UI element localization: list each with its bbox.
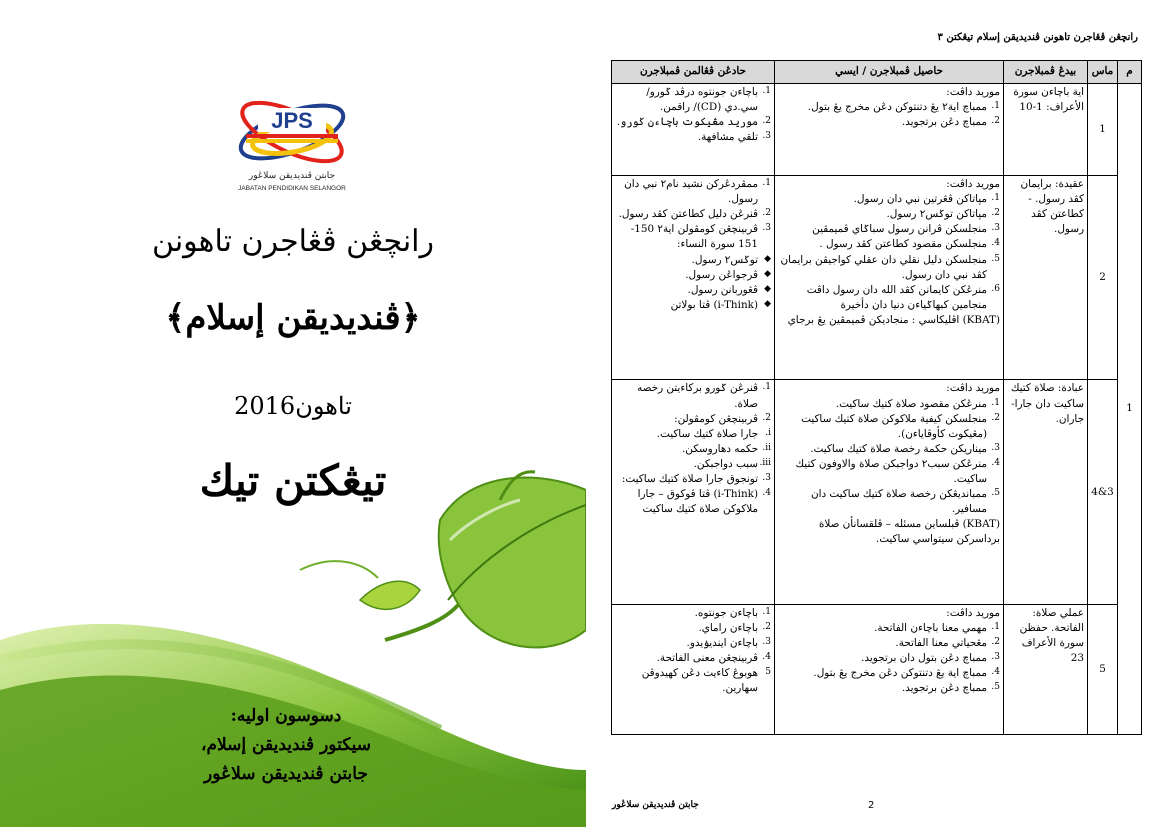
list-item [778,651,1000,666]
list-item-text: ممڤردڠركن نشيد نام٢ نبي دان رسول. [624,178,758,206]
cover-credit-line1: سيكتور ڤنديديقن إسلام، [201,735,371,755]
list-item-text: ممبانديڠكن رخصة صلاة كتيك ساكيت دان مسافير. [810,488,987,516]
logo-arabic: جابتن ڤنديديقن سلاڠور [248,171,336,181]
outcome-lead: موريد داڤت: [946,606,1000,619]
list-item-number: 1. [762,178,771,189]
field-cell: عملي صلاة: الفاتحة. حفظن سورة الأعراف 23 [1004,604,1088,734]
list-item-number: 4. [762,488,771,498]
list-item-number: 3. [991,652,1000,663]
list-item [615,457,771,472]
col-header-m: م [1118,61,1142,84]
list-item-text: منرڠكن سبب٢ دواجبكن صلاة والاوفون كتيك ساكيت. [795,457,987,485]
list-item-text: ڤربينچڠن معنى الفاتحة. [656,652,758,665]
list-item-text: موريد مڠيكوت باچاءن ݢورو. [616,116,758,129]
list-item [778,681,1000,696]
list-item [615,85,771,115]
activity-list [615,85,771,145]
list-item-text: باچاءن جونتوه. [694,606,758,619]
list-item-number: ◆ [764,298,771,309]
list-item-number: 2. [762,621,771,632]
activity-list [615,381,771,517]
list-item [615,130,771,145]
outcome-lead: موريد داڤت: [946,86,1000,98]
outcome-list [778,192,1000,328]
list-item [615,412,771,427]
jps-logo [236,86,348,198]
list-item [615,427,771,442]
list-item [778,237,1000,252]
list-item [778,100,1000,115]
cover-plan-title: رانچڠن ڤڠاجرن تاهونن [152,224,434,259]
list-item [778,457,1000,487]
list-item-text: منجلسكن دليل نقلي دان عقلي كواجيڤن برايمان كڤد نبي دان رسول. [780,253,987,281]
list-item-number: 4. [991,667,1000,678]
table-row [612,176,1142,380]
list-item-number: 1. [991,397,1000,408]
list-item [615,442,771,457]
field-cell: عقيدة: برايمان كڤد رسول. - كطاعتن كڤد رسول. [1004,176,1088,380]
list-item-number: 2. [991,412,1000,423]
list-item-number: 1. [991,621,1000,632]
outcome-cell [775,604,1004,734]
list-item [778,313,1000,328]
lesson-plan-table [611,60,1142,735]
list-item [615,115,771,130]
outcome-list [778,621,1000,696]
outcome-list [778,397,1000,548]
list-item-text: توݢس٢ رسول. [691,253,758,266]
list-item-text: ممباچ اية يڠ دتنتوكن دڠن مخرج يڠ بتول. [813,667,987,680]
list-item [778,222,1000,237]
activity-cell [612,604,775,734]
list-item [615,487,771,517]
table-row [612,84,1142,176]
field-cell: عبادة: صلاة كتيك ساكيت دان جارا- جاران. [1004,380,1088,604]
list-item-text: مهمي معنا باچاءن الفاتحة. [874,621,987,634]
list-item-text: منجلسكن كيفية ملاكوكن صلاة كتيك ساكيت (مڠيكوت كأوڤاياءن). [801,412,987,440]
list-item-text: باچاءن جونتوه درڤد ݢورو/ سي.دي (CD)/ راقمن. [646,86,758,114]
list-item [615,621,771,636]
list-item [778,517,1000,547]
page-number: 2 [868,800,875,811]
col-header-activity: حادڠن ڤڠالمن ڤمبلاجرن [612,61,775,84]
list-item-number: 1. [991,193,1000,204]
list-item-number: 6. [991,283,1000,294]
week-cell: 5 [1088,604,1118,734]
list-item-number: 1. [762,382,771,393]
list-item-text: منرڠكن مقصود صلاة كتيك ساكيت. [835,397,987,410]
outcome-cell [775,176,1004,380]
list-item-text: هوبوڠ كاءيت دڠن كهيدوڤن سهارين. [641,667,758,695]
list-item-number: 5. [991,682,1000,693]
list-item-text: مڽاتاكن ڤڠرتين نبي دان رسول. [853,193,987,206]
list-item [615,207,771,222]
cover-form-level: تيڠكتن تيك [199,456,387,505]
list-item [778,442,1000,457]
list-item-text: مڠحياتي معنا الفاتحة. [895,636,987,649]
list-item-number: 2. [762,412,771,423]
list-item-text: ڤنرڠن دليل كطاعتن كڤد رسول. [618,208,758,221]
field-cell: اية باچاءن سورة الأعراف: 1-10 [1004,84,1088,176]
list-item-text: باچاءن اينديۏيدو. [686,636,758,649]
list-item-number: 3. [991,223,1000,234]
list-item-text: (KBAT) اڤليكاسي : منجاديكن ڤميمڤين يڠ برجاي [787,313,1000,326]
list-item-number: i. [765,427,771,438]
outcome-cell [775,84,1004,176]
cover-year: تاهون2016 [234,392,352,420]
list-item-text: ڤربينچڠن كومڤولن: [674,412,758,425]
list-item [778,283,1000,313]
list-item-number: 5. [991,488,1000,498]
list-item-text: ممباچ دڠن بتول دان برتجويد. [861,652,987,665]
table-row [612,380,1142,604]
list-item [778,207,1000,222]
list-item [615,666,771,696]
list-item [615,606,771,621]
list-item [778,487,1000,517]
list-item-number: 1. [991,101,1000,112]
list-item-text: سبب دواجبكن. [693,457,758,470]
list-item [778,621,1000,636]
col-header-outcome: حاصيل ڤمبلاجرن / ايسي [775,61,1004,84]
list-item-text: تونجوق جارا صلاة كتيك ساكيت: [621,472,758,485]
table-header-row [612,61,1142,84]
list-item-text: (KBAT) ڤبلساين مسئله – ڤلقسانأن صلاة برداسركن سيتواسي ساكيت. [818,518,1000,546]
activity-list [615,606,771,696]
list-item-number: 3. [762,472,771,483]
list-item-number: 4. [762,652,771,663]
list-item-number: 1. [762,606,771,617]
list-item-number: 1. [762,86,771,96]
activity-cell [612,176,775,380]
list-item [615,253,771,268]
list-item-number: iii. [759,457,771,468]
list-item-number: 3. [991,442,1000,453]
footer-org: جابتن ڤنديديقن سلاڠور [612,800,699,810]
outcome-cell [775,380,1004,604]
logo-caption: JABATAN PENDIDIKAN SELANGOR [238,185,346,192]
list-item [778,253,1000,283]
list-item-text: منجلسكن مقصود كطاعتن كڤد رسول . [819,238,987,251]
list-item [615,268,771,283]
list-item [778,636,1000,651]
list-item [615,177,771,207]
list-item-number: 2. [762,208,771,219]
list-item-text: ممباچ دڠن برتجويد. [901,682,987,695]
cover-subject-title: ﴿ڤنديديقن إسلام﴾ [165,298,421,338]
list-item [615,651,771,666]
list-item-number: 5. [991,253,1000,264]
list-item-text: باچاءن راماي. [698,621,758,634]
week-cell: 1 [1088,84,1118,176]
list-item-text: تلقي مشافهة. [697,131,758,144]
cover-credit-line2: جابتن ڤنديديقن سلاڠور [204,764,368,784]
week-cell: 3&4 [1088,380,1118,604]
activity-cell [612,380,775,604]
logo-text: JPS [271,108,313,133]
list-item-text: ڤربينچڠن كومڤولن اية٢ 150-151 سورة النساء: [630,223,758,251]
list-item-text: حكمه دهاروسكن. [681,442,758,455]
list-item-number: ◆ [764,283,771,294]
week-cell: 2 [1088,176,1118,380]
page-header-title: رانچڠن ڤڠاجرن تاهونن ڤنديديقن إسلام تيڠكتن ٣ [937,32,1138,43]
list-item-text: ڤنرڠن ݢورو بركاءيتن رخصه صلاة. [637,382,758,410]
list-item-number: ◆ [764,268,771,279]
outcome-lead: موريد داڤت: [946,178,1000,191]
list-item-number: 2. [762,116,771,127]
list-item [615,283,771,298]
list-item [615,381,771,411]
list-item-number: 2. [991,116,1000,127]
list-item [778,115,1000,130]
list-item-number: 4. [991,238,1000,249]
outcome-lead: موريد داڤت: [946,382,1000,395]
list-item-number: 3. [762,131,771,142]
list-item [778,397,1000,412]
list-item-text: (i-Think) ڤتا بولاتن [670,298,758,311]
list-item-number: 2. [991,636,1000,647]
col-header-week: ماس [1088,61,1118,84]
cover-credit-label: دسوسون اوليه: [230,706,342,726]
list-item-text: ڤرجواڠن رسول. [685,268,758,281]
list-item-number: 3. [762,223,771,234]
list-item [615,298,771,313]
list-item [615,636,771,651]
list-item [778,192,1000,207]
list-item [615,472,771,487]
list-item-text: مڽاتاكن توݢس٢ رسول. [886,208,987,221]
list-item-text: ميناريكن حكمة رخصة صلاة كتيك ساكيت. [810,442,987,455]
list-item [778,412,1000,442]
list-item-text: ممباچ اية٢ يڠ دتنتوكن دڠن مخرج يڠ بتول. [807,101,987,114]
list-item-text: جارا صلاة كتيك ساكيت. [656,427,758,440]
m-cell: 1 [1118,84,1142,735]
list-item [778,666,1000,681]
list-item-number: 4. [991,457,1000,468]
list-item-text: منجلسكن ڤرانن رسول سباݢاي ڤميمڤين [812,223,987,236]
list-item [615,222,771,252]
list-item-number: 2. [991,208,1000,219]
col-header-field: بيدڠ ڤمبلاجرن [1004,61,1088,84]
list-item-number: ii. [762,442,771,453]
list-item-number: 3. [762,636,771,647]
list-item-text: ممباچ دڠن برتجويد. [901,116,987,129]
list-item-text: ڤڠوربانن رسول. [687,283,758,296]
outcome-list [778,100,1000,130]
list-item-text: (i-Think) ڤتا ڤوكوق – جارا ملاكوكن صلاة كتيك ساكيت [637,488,758,516]
list-item-text: منرڠكن كايمانن كڤد الله دان رسول داڤت منجامين كبهاݢياءن دنيا دان دأخيرة [806,283,987,311]
activity-cell [612,84,775,176]
list-item-number: 5 [765,667,771,678]
list-item-number: ◆ [764,253,771,264]
table-row [612,604,1142,734]
activity-list [615,177,771,313]
